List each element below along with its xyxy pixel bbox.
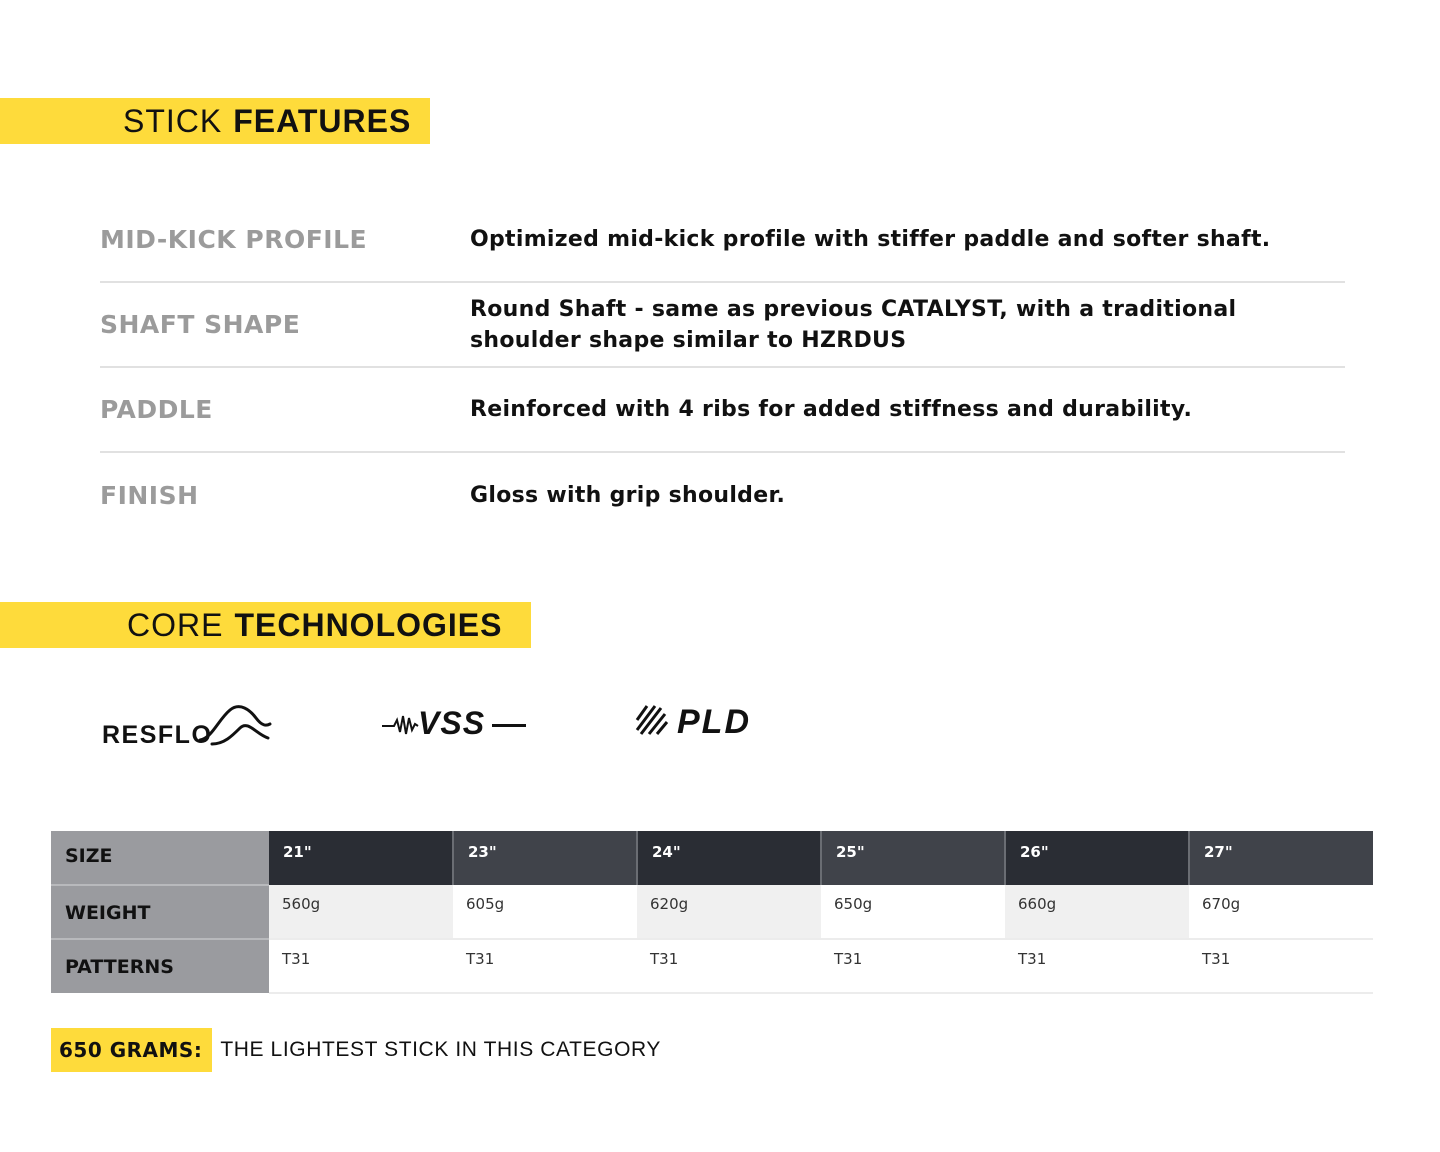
pattern-cell: T31 — [637, 939, 821, 993]
size-row-header: SIZE — [51, 831, 269, 885]
features-list — [100, 198, 1345, 538]
patterns-row — [51, 939, 1373, 993]
size-cell: 27" — [1189, 831, 1373, 885]
pld-logo-text: PLD — [677, 703, 751, 741]
stick-features-banner — [0, 98, 430, 144]
weight-cell: 650g — [821, 885, 1005, 939]
pld-logo — [635, 702, 795, 742]
vss-soundwave-icon — [382, 716, 418, 734]
feature-description: Optimized mid-kick profile with stiffer paddle and softer shaft. — [470, 227, 1271, 252]
feature-row-finish — [100, 453, 1345, 538]
size-cell: 23" — [453, 831, 637, 885]
feature-label: SHAFT SHAPE — [100, 310, 301, 339]
vss-trailing-line — [492, 724, 526, 727]
pattern-cell: T31 — [453, 939, 637, 993]
resflo-logo — [100, 700, 275, 748]
weight-cell: 660g — [1005, 885, 1189, 939]
weight-callout — [51, 1028, 661, 1072]
pattern-cell: T31 — [1189, 939, 1373, 993]
patterns-row-header: PATTERNS — [51, 939, 269, 993]
weight-cell: 620g — [637, 885, 821, 939]
pattern-cell: T31 — [1005, 939, 1189, 993]
feature-row-mid-kick — [100, 198, 1345, 283]
size-cell: 24" — [637, 831, 821, 885]
feature-label: PADDLE — [100, 395, 213, 424]
callout-text: THE LIGHTEST STICK IN THIS CATEGORY — [220, 1038, 661, 1061]
pld-stripes-icon — [637, 706, 667, 734]
banner-bold-text: TECHNOLOGIES — [234, 606, 503, 643]
vss-logo-text: VSS — [418, 705, 486, 741]
spec-table — [51, 831, 1373, 994]
weight-row-header: WEIGHT — [51, 885, 269, 939]
feature-row-paddle — [100, 368, 1345, 453]
pattern-cell: T31 — [821, 939, 1005, 993]
feature-row-shaft-shape — [100, 283, 1345, 368]
feature-label: FINISH — [100, 481, 199, 510]
callout-tag: 650 GRAMS: — [51, 1028, 212, 1072]
size-cell: 21" — [269, 831, 453, 885]
weight-cell: 605g — [453, 885, 637, 939]
feature-label: MID-KICK PROFILE — [100, 225, 368, 254]
feature-description: Gloss with grip shoulder. — [470, 483, 786, 508]
size-cell: 26" — [1005, 831, 1189, 885]
banner-light-text: STICK — [123, 102, 223, 139]
weight-cell: 670g — [1189, 885, 1373, 939]
feature-description: Reinforced with 4 ribs for added stiffness and durability. — [470, 397, 1193, 422]
size-row — [51, 831, 1373, 885]
size-cell: 25" — [821, 831, 1005, 885]
vss-logo — [380, 704, 530, 744]
pattern-cell: T31 — [269, 939, 453, 993]
weight-row — [51, 885, 1373, 939]
feature-description: Round Shaft - same as previous CATALYST, with a traditional shoulder shape similar to HZRDUS — [470, 296, 1237, 353]
banner-bold-text: FEATURES — [233, 102, 412, 139]
resflo-logo-text: RESFLO — [102, 721, 213, 748]
banner-light-text: CORE — [127, 606, 224, 643]
technology-logos — [0, 690, 900, 760]
weight-cell: 560g — [269, 885, 453, 939]
core-technologies-banner — [0, 602, 531, 648]
